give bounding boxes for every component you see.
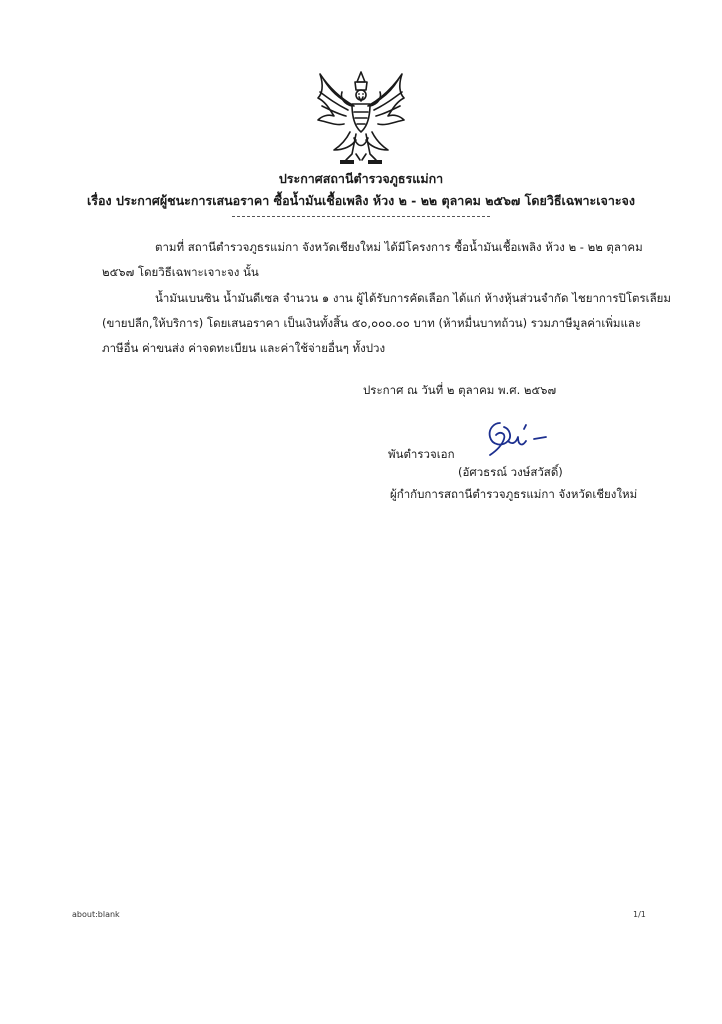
body-paragraph-2-line-3: ภาษีอื่น ค่าขนส่ง ค่าจดทะเบียน และค่าใช้จ่ายอื่นๆ ทั้งปวง bbox=[102, 341, 386, 355]
handwritten-signature bbox=[478, 415, 550, 459]
signer-position: ผู้กำกับการสถานีตำรวจภูธรแม่กา จังหวัดเชียงใหม่ bbox=[390, 487, 638, 501]
footer-url: about:blank bbox=[72, 910, 120, 919]
body-paragraph-1-line-1: ตามที่ สถานีตำรวจภูธรแม่กา จังหวัดเชียงใหม่ ได้มีโครงการ ซื้อน้ำมันเชื้อเพลิง ห้วง ๒ - ๒๒ ตุลาคม bbox=[155, 240, 643, 254]
body-paragraph-1-line-2: ๒๕๖๗ โดยวิธีเฉพาะเจาะจง นั้น bbox=[102, 265, 259, 279]
page-number: 1/1 bbox=[633, 910, 646, 919]
signer-rank: พันตำรวจเอก bbox=[388, 447, 455, 461]
body-paragraph-2-line-1: น้ำมันเบนซิน น้ำมันดีเซล จำนวน ๑ งาน ผู้ได้รับการคัดเลือก ได้แก่ ห้างหุ้นส่วนจำกัด ไชยาการปิโตรเลียม bbox=[155, 291, 671, 305]
signer-name: (อัศวธรณ์ วงษ์สวัสดิ์) bbox=[458, 465, 563, 479]
divider bbox=[232, 216, 490, 217]
garuda-emblem bbox=[310, 68, 412, 168]
announcement-subject: เรื่อง ประกาศผู้ชนะการเสนอราคา ซื้อน้ำมันเชื้อเพลิง ห้วง ๒ - ๒๒ ตุลาคม ๒๕๖๗ โดยวิธีเฉพาะเจาะจง bbox=[87, 193, 635, 208]
announcement-date: ประกาศ ณ วันที่ ๒ ตุลาคม พ.ศ. ๒๕๖๗ bbox=[363, 383, 557, 397]
announcement-title: ประกาศสถานีตำรวจภูธรแม่กา bbox=[278, 171, 444, 186]
body-paragraph-2-line-2: (ขายปลีก,ให้บริการ) โดยเสนอราคา เป็นเงินทั้งสิ้น ๕๐,๐๐๐.๐๐ บาท (ห้าหมื่นบาทถ้วน) รวมภาษีมูลค่าเพิ่มและ bbox=[102, 316, 642, 330]
